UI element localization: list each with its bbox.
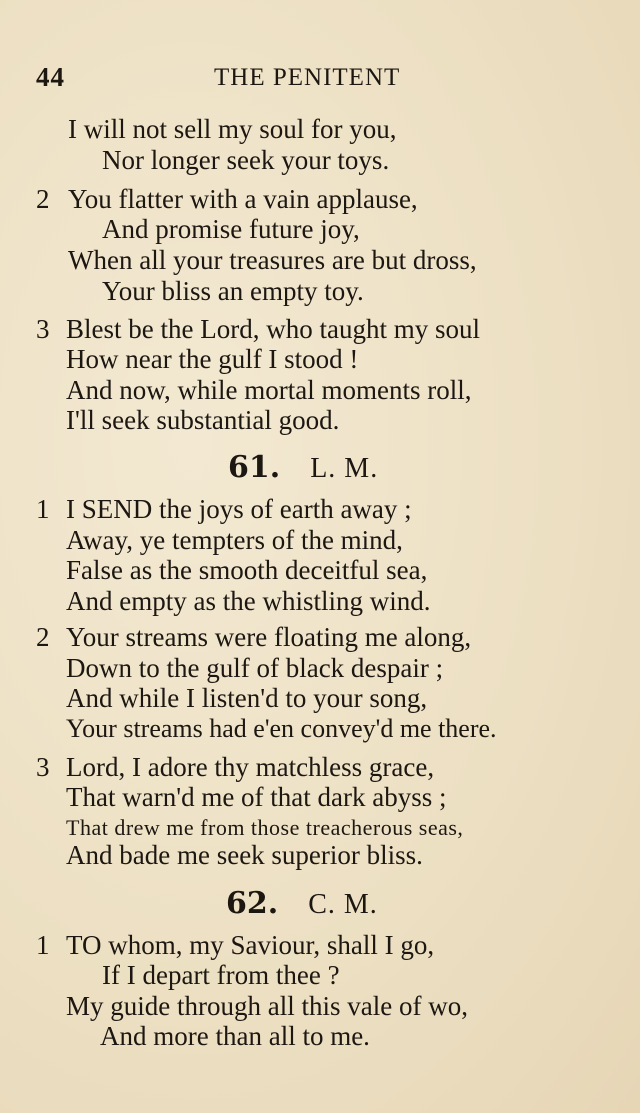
- hymn-number: 61.: [228, 450, 281, 485]
- verse-line: That drew me from those treacherous seas,: [66, 815, 464, 840]
- verse-line: I will not sell my soul for you,: [68, 114, 397, 144]
- verse-line: Blest be the Lord, who taught my soul: [66, 314, 480, 344]
- verse-number: 1: [36, 494, 50, 524]
- verse-line: Your streams were floating me along,: [66, 622, 472, 652]
- verse-line: You flatter with a vain applause,: [68, 184, 418, 214]
- verse-line: My guide through all this vale of wo,: [66, 991, 468, 1021]
- hymn-meter: L. M.: [310, 453, 379, 484]
- verse-line: How near the gulf I stood !: [66, 344, 359, 374]
- verse-line: Your streams had e'en convey'd me there.: [66, 714, 497, 743]
- verse-number: 2: [36, 622, 50, 652]
- verse-line: When all your treasures are but dross,: [68, 245, 477, 275]
- verse-line: False as the smooth deceitful sea,: [66, 555, 428, 585]
- verse-line: And empty as the whistling wind.: [66, 586, 431, 616]
- verse-number: 2: [36, 184, 50, 214]
- verse-line: And while I listen'd to your song,: [66, 683, 428, 713]
- verse-line: And now, while mortal moments roll,: [66, 375, 472, 405]
- page-number: 44: [36, 62, 65, 92]
- verse-line: And bade me seek superior bliss.: [66, 840, 423, 870]
- running-title: THE PENITENT: [214, 64, 401, 91]
- verse-line: Nor longer seek your toys.: [102, 145, 390, 175]
- hymn-heading: [228, 450, 378, 485]
- verse-number: 1: [36, 930, 50, 960]
- hymn-meter: C. M.: [308, 889, 378, 920]
- hymn-heading: [226, 886, 378, 921]
- verse-number: 3: [36, 314, 50, 344]
- verse-line: TO whom, my Saviour, shall I go,: [66, 930, 435, 960]
- verse-line: Away, ye tempters of the mind,: [66, 525, 403, 555]
- verse-line: That warn'd me of that dark abyss ;: [66, 782, 447, 812]
- verse-line: And more than all to me.: [100, 1021, 370, 1051]
- page-header: [36, 62, 436, 96]
- verse-number: 3: [36, 752, 50, 782]
- verse-line: And promise future joy,: [102, 214, 360, 244]
- verse-line: Down to the gulf of black despair ;: [66, 653, 444, 683]
- verse-line: Lord, I adore thy matchless grace,: [66, 752, 435, 782]
- verse-line: Your bliss an empty toy.: [102, 276, 364, 306]
- verse-line: I'll seek substantial good.: [66, 405, 340, 435]
- hymn-number: 62.: [226, 886, 279, 921]
- verse-line: If I depart from thee ?: [102, 960, 340, 990]
- verse-line: I SEND the joys of earth away ;: [66, 494, 412, 524]
